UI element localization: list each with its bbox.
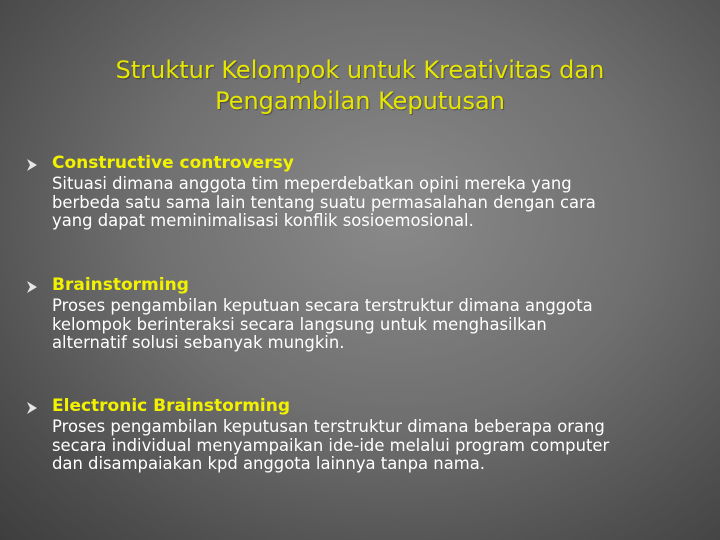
- item-description: Situasi dimana anggota tim meperdebatkan opini mereka yang berbeda satu sama lain tentang suatu permasalahan dengan cara yang dapat meminimalisasi konflik sosioemosional.: [52, 174, 596, 230]
- arrowhead-bullet-icon: [26, 402, 38, 414]
- arrowhead-bullet-icon: [26, 159, 38, 171]
- item-description: Proses pengambilan keputuan secara terstruktur dimana anggota kelompok berinteraksi secara langsung untuk menghasilkan alternatif solusi sebanyak mungkin.: [52, 296, 593, 352]
- item-term: Electronic Brainstorming: [52, 396, 291, 416]
- item-description: Proses pengambilan keputusan terstruktur dimana beberapa orang secara individual menyampaikan ide-ide melalui program computer dan disampaiakan kpd anggota lainnya tanpa nama.: [52, 417, 610, 473]
- slide-title-line-1: Struktur Kelompok untuk Kreativitas dan: [115, 56, 605, 84]
- item-term: Brainstorming: [52, 275, 189, 295]
- slide-title: [60, 55, 660, 117]
- slide-title-line-2: Pengambilan Keputusan: [215, 87, 505, 115]
- item-term: Constructive controversy: [52, 153, 294, 173]
- arrowhead-bullet-icon: [26, 281, 38, 293]
